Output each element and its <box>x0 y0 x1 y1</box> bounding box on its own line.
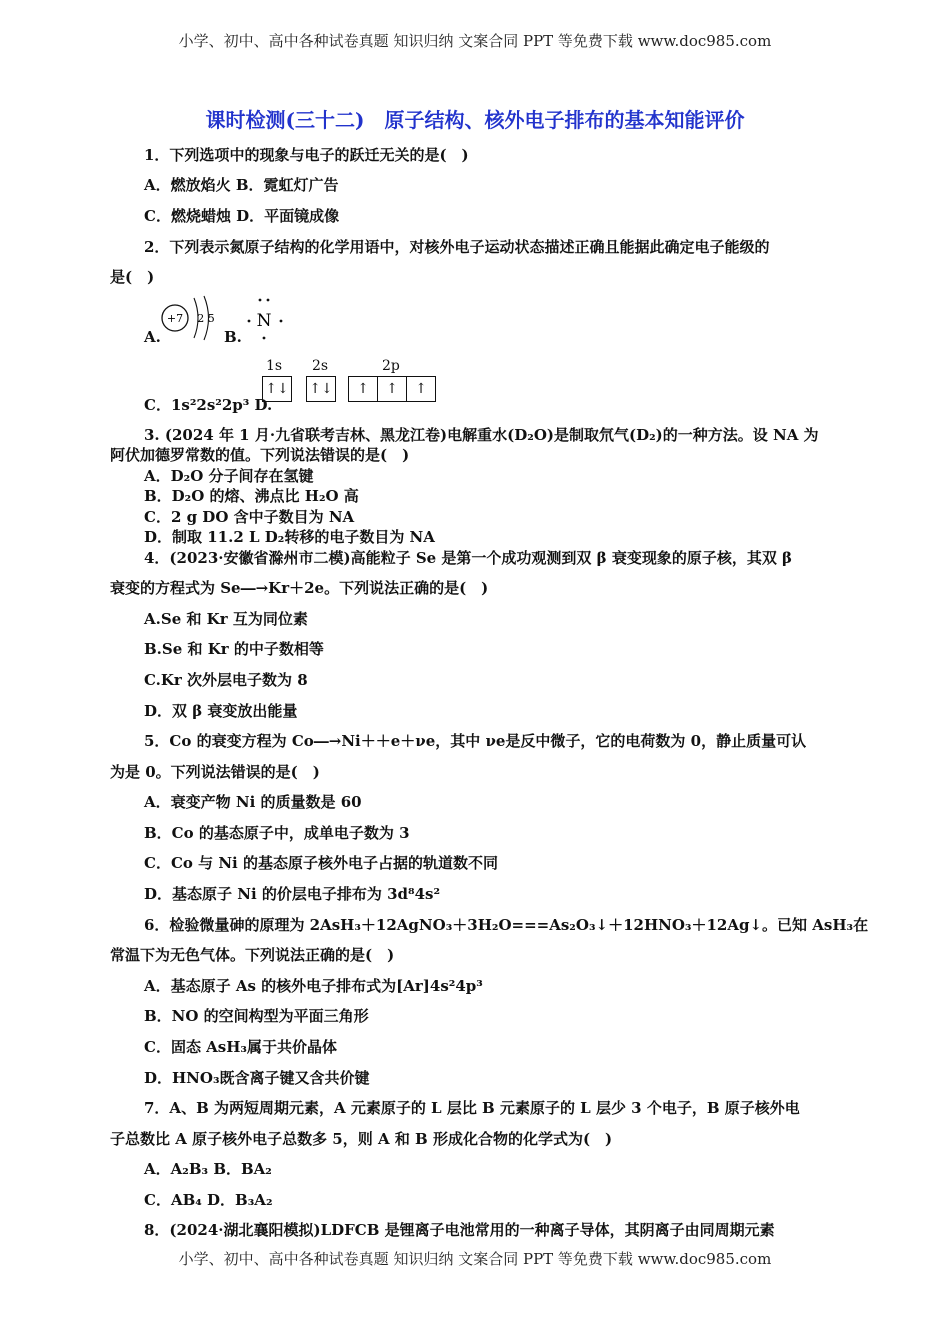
q5-stem-line2: 为是 0。下列说法错误的是( ) <box>110 763 320 781</box>
q4-option-a: A.Se 和 Kr 互为同位素 <box>144 610 308 628</box>
q2-option-a-label: A. <box>144 328 161 346</box>
q6-option-a: A．基态原子 As 的核外电子排布式为[Ar]4s²4p³ <box>144 977 483 995</box>
q3-stem-line1: 3. (2024 年 1 月·九省联考吉林、黑龙江卷)电解重水(D₂O)是制取氘气(D₂)的一种方法。设 NA 为 <box>144 426 819 444</box>
q2-stem-line2: 是( ) <box>110 268 155 286</box>
q3-option-c: C．2 g DO 含中子数目为 NA <box>144 508 355 526</box>
q7-stem-line1: 7．A、B 为两短周期元素，A 元素原子的 L 层比 B 元素原子的 L 层少 3 个电子，B 原子核外电 <box>144 1099 800 1117</box>
q5-option-b: B．Co 的基态原子中，成单电子数为 3 <box>144 824 410 842</box>
orbital-box-2s: ↑↓ <box>306 376 336 402</box>
nucleus-charge: +7 <box>166 312 184 325</box>
orbital-box-1s: ↑↓ <box>262 376 292 402</box>
nitrogen-electron-dot-diagram <box>244 294 288 342</box>
q2-option-b-label: B. <box>224 328 242 346</box>
q6-stem-line1: 6．检验微量砷的原理为 2AsH₃＋12AgNO₃＋3H₂O===As₂O₃↓＋12HNO₃＋12Ag↓。已知 AsH₃在 <box>144 916 869 934</box>
q5-option-c: C．Co 与 Ni 的基态原子核外电子占据的轨道数不同 <box>144 854 498 872</box>
q1-options-ab: A．燃放焰火 B．霓虹灯广告 <box>144 176 339 194</box>
orbital-box-2p: ↑ ↑ ↑ <box>348 376 436 402</box>
q2-stem-line1: 2．下列表示氮原子结构的化学用语中，对核外电子运动状态描述正确且能据此确定电子能级的 <box>144 238 770 256</box>
q5-option-d: D．基态原子 Ni 的价层电子排布为 3d⁸4s² <box>144 885 441 903</box>
q4-option-b: B.Se 和 Kr 的中子数相等 <box>144 640 324 658</box>
q1-options-cd: C．燃烧蜡烛 D．平面镜成像 <box>144 207 340 225</box>
q7-options-ab: A．A₂B₃ B．BA₂ <box>144 1160 272 1178</box>
q5-option-a: A．衰变产物 Ni 的质量数是 60 <box>144 793 362 811</box>
q7-stem-line2: 子总数比 A 原子核外电子总数多 5，则 A 和 B 形成化合物的化学式为( ) <box>110 1130 613 1148</box>
q8-stem-line1: 8．(2024·湖北襄阳模拟)LDFCB 是锂离子电池常用的一种离子导体，其阴离子由同周期元素 <box>144 1221 775 1239</box>
page-title: 课时检测(三十二) 原子结构、核外电子排布的基本知能评价 <box>205 108 745 132</box>
q4-stem-line2: 衰变的方程式为 Se―→Kr＋2e。下列说法正确的是( ) <box>110 579 489 597</box>
q4-option-d: D．双 β 衰变放出能量 <box>144 702 298 720</box>
q6-option-b: B．NO 的空间构型为平面三角形 <box>144 1007 369 1025</box>
orbital-label-1s: 1s <box>266 358 283 374</box>
orbital-label-2p: 2p <box>382 358 400 374</box>
nitrogen-atom-structure-diagram <box>158 292 220 344</box>
shell-electrons: 2 5 <box>197 312 215 325</box>
page-header: 小学、初中、高中各种试卷真题 知识归纳 文案合同 PPT 等免费下载 www.doc985.com <box>178 32 772 50</box>
q4-stem-line1: 4．(2023·安徽省滁州市二模)高能粒子 Se 是第一个成功观测到双 β 衰变现象的原子核，其双 β <box>144 549 793 567</box>
q3-option-d: D．制取 11.2 L D₂转移的电子数目为 NA <box>144 528 435 546</box>
page-footer: 小学、初中、高中各种试卷真题 知识归纳 文案合同 PPT 等免费下载 www.doc985.com <box>178 1250 772 1268</box>
q2-option-c-and-d-label: C．1s²2s²2p³ D. <box>144 396 273 414</box>
q3-option-b: B．D₂O 的熔、沸点比 H₂O 高 <box>144 487 359 505</box>
element-symbol: N <box>256 311 272 331</box>
q6-stem-line2: 常温下为无色气体。下列说法正确的是( ) <box>110 946 395 964</box>
q3-option-a: A．D₂O 分子间存在氢键 <box>144 467 314 485</box>
q3-stem-line2: 阿伏加德罗常数的值。下列说法错误的是( ) <box>110 446 410 464</box>
q4-option-c: C.Kr 次外层电子数为 8 <box>144 671 308 689</box>
q1-stem: 1．下列选项中的现象与电子的跃迁无关的是( ) <box>144 146 469 164</box>
q5-stem-line1: 5．Co 的衰变方程为 Co―→Ni＋＋e＋νe，其中 νe是反中微子，它的电荷数为 0，静止质量可认 <box>144 732 807 750</box>
orbital-label-2s: 2s <box>312 358 329 374</box>
q6-option-c: C．固态 AsH₃属于共价晶体 <box>144 1038 337 1056</box>
q7-options-cd: C．AB₄ D．B₃A₂ <box>144 1191 273 1209</box>
q6-option-d: D．HNO₃既含离子键又含共价键 <box>144 1069 370 1087</box>
